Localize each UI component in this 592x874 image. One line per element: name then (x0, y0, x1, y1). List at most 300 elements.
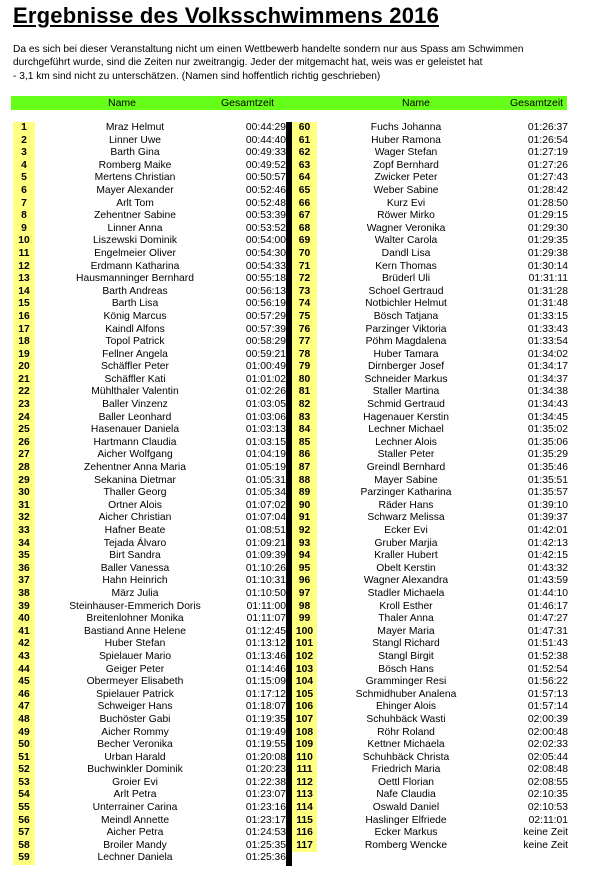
total-time: 01:07:04 (245, 512, 286, 524)
total-time: 01:56:22 (527, 676, 568, 688)
participant-name: Schwarz Melissa (367, 512, 445, 524)
result-row (13, 739, 286, 752)
result-row (13, 525, 286, 538)
total-time: 01:31:11 (528, 273, 568, 285)
participant-name: Birt Sandra (109, 550, 161, 562)
participant-name: Barth Lisa (111, 298, 159, 310)
participant-name: Bastiand Anne Helene (84, 625, 186, 637)
participant-name: Hausmanninger Bernhard (76, 273, 194, 285)
result-row (13, 160, 286, 173)
total-time: 01:19:49 (245, 726, 286, 738)
total-time: 01:14:46 (245, 663, 286, 675)
rank-number: 91 (292, 512, 317, 525)
rank-number: 86 (292, 449, 317, 462)
total-time: 01:10:50 (245, 587, 286, 599)
total-time: 01:01:02 (245, 373, 286, 385)
participant-name: Zopf Bernhard (373, 159, 439, 171)
rank-number: 56 (13, 815, 35, 828)
rank-number: 51 (13, 752, 35, 765)
participant-name: Staller Martina (372, 386, 440, 398)
rank-number: 23 (13, 399, 35, 412)
rank-number: 4 (13, 160, 35, 173)
total-time: 01:35:02 (527, 424, 568, 436)
result-row (292, 827, 576, 840)
participant-name: Baller Leonhard (98, 411, 172, 423)
rank-number: 68 (292, 223, 317, 236)
participant-name: Becher Veronika (97, 739, 173, 751)
result-row (13, 588, 286, 601)
result-row (292, 261, 576, 274)
participant-name: Linner Uwe (108, 134, 162, 146)
result-row (13, 147, 286, 160)
total-time: 01:34:45 (527, 411, 568, 423)
result-row (13, 563, 286, 576)
rank-number: 87 (292, 462, 317, 475)
total-time: 01:31:48 (527, 298, 568, 310)
total-time: 01:29:38 (527, 247, 568, 259)
total-time: 01:17:12 (245, 688, 286, 700)
rank-number: 17 (13, 324, 35, 337)
total-time: 00:54:33 (245, 260, 286, 272)
rank-number: 67 (292, 210, 317, 223)
result-row (13, 185, 286, 198)
rank-number: 29 (13, 475, 35, 488)
result-row (292, 500, 576, 513)
participant-name: Spielauer Patrick (96, 688, 174, 700)
result-row (13, 361, 286, 374)
rank-number: 50 (13, 739, 35, 752)
total-time: 01:26:54 (527, 134, 568, 146)
result-row (292, 701, 576, 714)
participant-name: Friedrich Maria (371, 764, 441, 776)
participant-name: Staller Peter (377, 449, 435, 461)
result-row (292, 298, 576, 311)
result-row (13, 727, 286, 740)
result-row (13, 777, 286, 790)
result-row (292, 147, 576, 160)
total-time: keine Zeit (523, 839, 568, 851)
rank-number: 21 (13, 374, 35, 387)
result-row (292, 689, 576, 702)
participant-name: Arlt Tom (116, 197, 154, 209)
total-time: 00:56:19 (245, 298, 286, 310)
participant-name: Broiler Mandy (103, 839, 167, 851)
rank-number: 32 (13, 512, 35, 525)
total-time: 01:33:15 (527, 310, 568, 322)
rank-number: 75 (292, 311, 317, 324)
total-time: 01:28:50 (527, 197, 568, 209)
rank-number: 116 (292, 827, 317, 840)
total-time: 01:05:19 (245, 462, 286, 474)
participant-name: Hahn Heinrich (102, 575, 168, 587)
total-time: 00:55:18 (245, 273, 286, 285)
result-row (13, 676, 286, 689)
total-time: 02:05:44 (527, 751, 568, 763)
total-time: 01:13:46 (245, 650, 286, 662)
total-time: 00:49:33 (245, 147, 286, 159)
rank-number: 115 (292, 815, 317, 828)
result-row (13, 374, 286, 387)
rank-number: 2 (13, 135, 35, 148)
result-row (292, 122, 576, 135)
total-time: 01:05:34 (245, 487, 286, 499)
rank-number: 6 (13, 185, 35, 198)
result-row (292, 676, 576, 689)
participant-name: Räder Hans (378, 499, 434, 511)
result-row (292, 815, 576, 828)
rank-number: 39 (13, 601, 35, 614)
total-time: 00:54:30 (245, 247, 286, 259)
result-row (13, 261, 286, 274)
total-time: 01:35:29 (527, 449, 568, 461)
result-row (13, 840, 286, 853)
participant-name: Brüderl Uli (381, 273, 431, 285)
participant-name: Urban Harald (104, 751, 166, 763)
participant-name: Tejada Álvaro (103, 537, 167, 549)
rank-number: 45 (13, 676, 35, 689)
total-time: 01:13:12 (245, 638, 286, 650)
rank-number: 107 (292, 714, 317, 727)
rank-number: 100 (292, 626, 317, 639)
rank-number: 49 (13, 727, 35, 740)
participant-name: Lechner Daniela (97, 852, 173, 864)
page-title: Ergebnisse des Volksschwimmens 2016 (13, 3, 440, 28)
participant-name: Spielauer Mario (98, 650, 172, 662)
rank-number: 102 (292, 651, 317, 664)
result-row (13, 487, 286, 500)
participant-name: Huber Stefan (104, 638, 166, 650)
result-row (292, 525, 576, 538)
participant-name: Lechner Michael (368, 424, 444, 436)
rank-number: 94 (292, 550, 317, 563)
rank-number: 44 (13, 664, 35, 677)
total-time: 01:20:08 (245, 751, 286, 763)
participant-name: Erdmann Katharina (90, 260, 180, 272)
participant-name: Mayer Maria (377, 625, 435, 637)
header-time-left: Gesamtzeit (221, 97, 275, 109)
participant-name: Schuhbäck Wasti (366, 713, 446, 725)
rank-number: 78 (292, 349, 317, 362)
total-time: 02:08:48 (527, 764, 568, 776)
participant-name: Linner Anna (107, 222, 163, 234)
result-row (13, 701, 286, 714)
intro-line: durchgeführt wurde, sind die Zeiten nur zweitrangig. Jeder der mitgemacht hat, weis was er geleistet hat (13, 57, 483, 69)
result-row (13, 550, 286, 563)
total-time: 01:02:26 (245, 386, 286, 398)
rank-number: 85 (292, 437, 317, 450)
total-time: 01:47:27 (527, 613, 568, 625)
participant-name: Obermeyer Elisabeth (86, 676, 184, 688)
result-row (13, 412, 286, 425)
rank-number: 37 (13, 575, 35, 588)
rank-number: 55 (13, 802, 35, 815)
total-time: 01:34:43 (527, 399, 568, 411)
rank-number: 41 (13, 626, 35, 639)
result-row (13, 235, 286, 248)
total-time: 01:12:45 (245, 625, 286, 637)
result-row (292, 538, 576, 551)
participant-name: Schmid Gertraud (367, 399, 445, 411)
total-time: 01:10:26 (245, 562, 286, 574)
total-time: 01:03:06 (245, 411, 286, 423)
participant-name: Buchöster Gabi (99, 713, 171, 725)
participant-name: Ehinger Alois (375, 701, 437, 713)
participant-name: Greindl Bernhard (366, 462, 446, 474)
result-row (13, 752, 286, 765)
participant-name: Kurz Evi (386, 197, 426, 209)
participant-name: Zehentner Anna Maria (84, 462, 186, 474)
participant-name: März Julia (111, 587, 159, 599)
total-time: 01:27:19 (527, 147, 568, 159)
result-row (292, 273, 576, 286)
participant-name: Fuchs Johanna (370, 122, 442, 133)
result-row (292, 601, 576, 614)
result-row (292, 324, 576, 337)
total-time: 01:29:15 (527, 210, 568, 222)
participant-name: Liszewski Dominik (92, 235, 178, 247)
total-time: 01:09:39 (245, 550, 286, 562)
result-row (292, 223, 576, 236)
total-time: 01:08:51 (245, 525, 286, 536)
participant-name: Thaler Anna (378, 613, 434, 625)
participant-name: Geiger Peter (105, 663, 165, 675)
rank-number: 38 (13, 588, 35, 601)
total-time: 00:52:46 (245, 184, 286, 196)
rank-number: 103 (292, 664, 317, 677)
participant-name: Dandl Lisa (381, 247, 431, 259)
rank-number: 93 (292, 538, 317, 551)
total-time: 00:49:52 (245, 159, 286, 171)
result-row (13, 399, 286, 412)
participant-name: Stangl Richard (372, 638, 440, 650)
total-time: 01:03:13 (245, 424, 286, 436)
total-time: 01:42:13 (527, 537, 568, 549)
results-column-left (13, 122, 286, 865)
rank-number: 76 (292, 324, 317, 337)
participant-name: Parzinger Viktoria (365, 323, 447, 335)
total-time: 01:35:46 (527, 462, 568, 474)
participant-name: Huber Tamara (373, 348, 439, 360)
rank-number: 84 (292, 424, 317, 437)
participant-name: Schneider Markus (364, 373, 448, 385)
rank-number: 54 (13, 789, 35, 802)
result-row (292, 386, 576, 399)
total-time: 01:22:38 (245, 776, 286, 788)
result-row (13, 512, 286, 525)
rank-number: 113 (292, 789, 317, 802)
result-row (292, 613, 576, 626)
total-time: 01:35:51 (527, 474, 568, 486)
participant-name: Lechner Alois (375, 436, 437, 448)
result-row (13, 601, 286, 614)
total-time: keine Zeit (523, 827, 568, 839)
rank-number: 69 (292, 235, 317, 248)
result-row (13, 638, 286, 651)
participant-name: Barth Andreas (102, 285, 168, 297)
result-row (13, 210, 286, 223)
total-time: 02:11:01 (528, 814, 568, 826)
participant-name: Thaller Georg (103, 487, 167, 499)
participant-name: Schmidhuber Analena (355, 688, 457, 700)
result-row (13, 500, 286, 513)
total-time: 01:39:10 (527, 499, 568, 511)
rank-number: 88 (292, 475, 317, 488)
total-time: 01:39:37 (527, 512, 568, 524)
result-row (292, 437, 576, 450)
rank-number: 48 (13, 714, 35, 727)
result-row (13, 714, 286, 727)
result-row (13, 852, 286, 865)
results-column-right (292, 122, 576, 852)
result-row (292, 727, 576, 740)
total-time: 01:23:07 (245, 789, 286, 801)
participant-name: Dirnberger Josef (367, 361, 445, 373)
total-time: 01:57:14 (527, 701, 568, 713)
header-name-left: Name (108, 97, 137, 109)
total-time: 01:43:32 (527, 562, 568, 574)
rank-number: 5 (13, 172, 35, 185)
result-row (13, 827, 286, 840)
result-row (13, 449, 286, 462)
result-row (292, 449, 576, 462)
rank-number: 96 (292, 575, 317, 588)
result-row (13, 172, 286, 185)
result-row (292, 752, 576, 765)
rank-number: 9 (13, 223, 35, 236)
result-row (292, 135, 576, 148)
total-time: 01:52:38 (527, 650, 568, 662)
result-row (292, 739, 576, 752)
total-time: 01:33:54 (527, 336, 568, 348)
participant-name: Aicher Wolfgang (97, 449, 173, 461)
rank-number: 43 (13, 651, 35, 664)
participant-name: Kern Thomas (375, 260, 437, 272)
total-time: 01:15:09 (245, 676, 286, 688)
total-time: 02:10:53 (527, 802, 568, 814)
result-row (292, 311, 576, 324)
rank-number: 10 (13, 235, 35, 248)
result-row (292, 399, 576, 412)
result-row (13, 475, 286, 488)
total-time: 01:30:14 (527, 260, 568, 272)
result-row (292, 588, 576, 601)
participant-name: Gruber Marjia (374, 537, 438, 549)
participant-name: Ortner Alois (108, 499, 162, 511)
result-row (292, 764, 576, 777)
participant-name: Baller Vinzenz (102, 399, 168, 411)
rank-number: 79 (292, 361, 317, 374)
rank-number: 105 (292, 689, 317, 702)
total-time: 01:20:23 (245, 764, 286, 776)
rank-number: 1 (13, 122, 35, 135)
participant-name: Breitenlohner Monika (86, 613, 184, 625)
total-time: 01:23:16 (245, 802, 286, 814)
participant-name: Schoel Gertraud (368, 285, 444, 297)
rank-number: 12 (13, 261, 35, 274)
total-time: 01:29:35 (527, 235, 568, 247)
total-time: 01:09:21 (245, 537, 286, 549)
rank-number: 34 (13, 538, 35, 551)
participant-name: Bösch Tatjana (373, 310, 439, 322)
rank-number: 74 (292, 298, 317, 311)
participant-name: Weber Sabine (373, 184, 439, 196)
participant-name: Mayer Sabine (374, 474, 438, 486)
participant-name: Oswald Daniel (372, 802, 440, 814)
participant-name: Obelt Kerstin (376, 562, 436, 574)
rank-number: 64 (292, 172, 317, 185)
total-time: 00:53:52 (245, 222, 286, 234)
participant-name: Haslinger Elfriede (365, 814, 447, 826)
total-time: 02:08:55 (527, 776, 568, 788)
rank-number: 57 (13, 827, 35, 840)
total-time: 00:53:39 (245, 210, 286, 222)
result-row (292, 802, 576, 815)
rank-number: 98 (292, 601, 317, 614)
rank-number: 83 (292, 412, 317, 425)
participant-name: Bösch Hans (378, 663, 434, 675)
result-row (292, 286, 576, 299)
participant-name: Aicher Rommy (101, 726, 169, 738)
result-row (292, 664, 576, 677)
total-time: 01:52:54 (527, 663, 568, 675)
total-time: 02:00:39 (527, 713, 568, 725)
participant-name: Fellner Angela (102, 348, 168, 360)
total-time: 00:56:13 (245, 285, 286, 297)
result-row (13, 248, 286, 261)
rank-number: 77 (292, 336, 317, 349)
total-time: 01:34:17 (527, 361, 568, 373)
rank-number: 22 (13, 386, 35, 399)
total-time: 01:51:43 (527, 638, 568, 650)
results-header (11, 96, 567, 110)
header-time-right: Gesamtzeit (510, 97, 564, 109)
participant-name: Mayer Alexander (96, 184, 174, 196)
rank-number: 25 (13, 424, 35, 437)
intro-text (13, 43, 588, 83)
total-time: 00:59:21 (245, 348, 286, 360)
result-row (13, 386, 286, 399)
participant-name: Schweiger Hans (97, 701, 173, 713)
participant-name: Wager Stefan (374, 147, 438, 159)
intro-line: - 3,1 km sind nicht zu unterschätzen. (Namen sind hoffentlich richtig geschrieben) (13, 70, 381, 82)
rank-number: 97 (292, 588, 317, 601)
result-row (13, 298, 286, 311)
participant-name: Aicher Petra (106, 827, 164, 839)
rank-number: 99 (292, 613, 317, 626)
rank-number: 11 (13, 248, 35, 261)
result-row (292, 210, 576, 223)
total-time: 00:52:48 (245, 197, 286, 209)
rank-number: 59 (13, 852, 35, 865)
rank-number: 117 (292, 840, 317, 853)
rank-number: 7 (13, 198, 35, 211)
result-row (292, 789, 576, 802)
result-row (292, 361, 576, 374)
total-time: 00:58:29 (245, 336, 286, 348)
participant-name: Aicher Christian (98, 512, 172, 524)
total-time: 01:10:31 (245, 575, 286, 587)
rank-number: 33 (13, 525, 35, 538)
total-time: 01:19:55 (245, 739, 286, 751)
result-row (13, 764, 286, 777)
total-time: 01:05:31 (245, 474, 286, 486)
total-time: 01:33:43 (527, 323, 568, 335)
total-time: 01:44:10 (527, 587, 568, 599)
result-row (292, 336, 576, 349)
total-time: 01:43:59 (527, 575, 568, 587)
participant-name: Röwer Mirko (377, 210, 435, 222)
rank-number: 3 (13, 147, 35, 160)
